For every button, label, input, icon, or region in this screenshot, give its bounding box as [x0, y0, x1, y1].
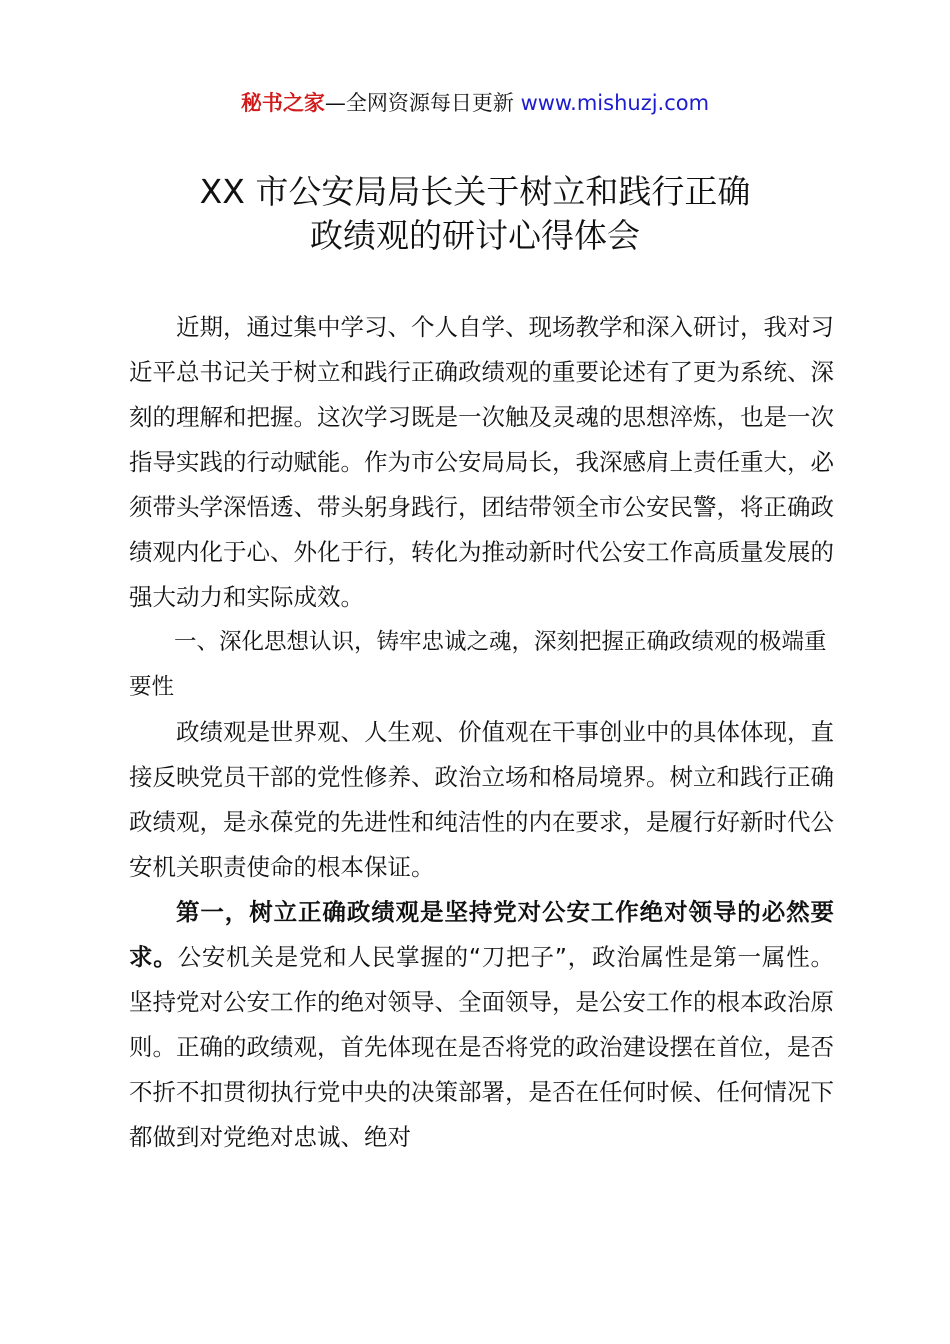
document-title-line-1: XX 市公安局局长关于树立和践行正确 — [199, 172, 751, 211]
site-tagline: —全网资源每日更新 — [324, 91, 521, 115]
site-header — [0, 86, 950, 120]
paragraph-intro: 近期，通过集中学习、个人自学、现场教学和深入研讨，我对习近平总书记关于树立和践行正确政绩观的重要论述有了更为系统、深刻的理解和把握。这次学习既是一次触及灵魂的思想淬炼，也是一次指导实践的行动赋能。作为市公安局局长，我深感肩上责任重大，必须带头学深悟透、带头躬身践行，团结带领全市公安民警，将正确政绩观内化于心、外化于行，转化为推动新时代公安工作高质量发展的强大动力和实际成效。 — [129, 313, 834, 611]
paragraph-first-point — [129, 890, 834, 1160]
paragraph-political-view: 政绩观是世界观、人生观、价值观在干事创业中的具体体现，直接反映党员干部的党性修养、政治立场和格局境界。树立和践行正确政绩观，是永葆党的先进性和纯洁性的内在要求，是履行好新时代公安机关职责使命的根本保证。 — [129, 718, 834, 881]
document-title-line-2: 政绩观的研讨心得体会 — [310, 216, 640, 255]
first-point-text: 公安机关是党和人民掌握的“刀把子”，政治属性是第一属性。坚持党对公安工作的绝对领导、全面领导，是公安工作的根本政治原则。正确的政绩观，首先体现在是否将党的政治建设摆在首位，是否不折不扣贯彻执行党中央的决策部署，是否在任何时候、任何情况下都做到对党绝对忠诚、绝对 — [129, 943, 834, 1151]
section-heading-1: 一、深化思想认识，铸牢忠诚之魂，深刻把握正确政绩观的极端重要性 — [129, 629, 827, 700]
document-body — [129, 305, 834, 1160]
first-point-lead: 第一，树立正确政绩观是坚持党对公安工作绝对领导的必然要求。 — [129, 898, 834, 971]
site-url-link[interactable]: www.mishuzj.com — [520, 91, 710, 115]
site-brand: 秘书之家 — [240, 91, 325, 115]
